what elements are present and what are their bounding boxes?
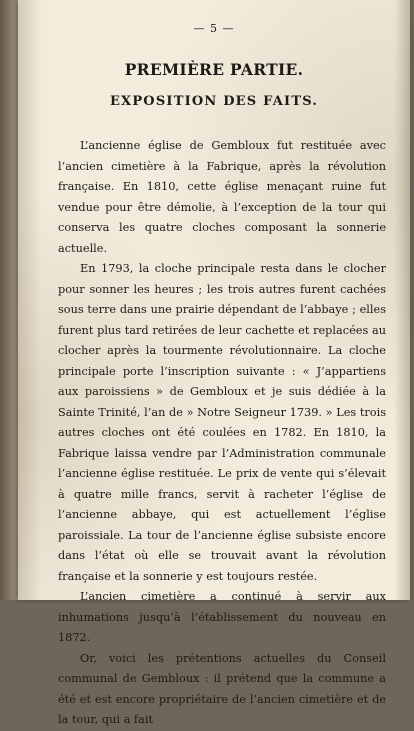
- paragraph-3: L’ancien cimetière a continué à servir aux inhumations jusqu’à l’établissement du nouveau en 1872.: [58, 590, 386, 644]
- book-page: [18, 0, 410, 726]
- paragraph-4: Or, voici les prétentions actuelles du Conseil communal de Gembloux : il prétend que la commune a été et est encore propriétaire de l’ancien cimetière et de la tour, qui a fait: [58, 651, 386, 726]
- page-number: — 5 —: [193, 22, 235, 35]
- paragraph-2: En 1793, la cloche principale resta dans le clocher pour sonner les heures ; les trois autres furent cachées sous terre dans une prairie dépendant de l’abbaye ; elles furent plus tard retirées de leur cachette et replacées au clocher après la tourmente révolutionnaire. La cloche principale porte l’inscription suivante : « J’appartiens aux paroissiens » de Gembloux et je suis dédiée à la Sainte Trinité, l’an de » Notre Seigneur 1739. » Les trois autres cloches ont été coulées en 1782. En 1810, la Fabrique laissa vendre par l’Administration communale l’ancienne église restituée. Le prix de vente qui s’élevait à quatre mille francs, servit à racheter l’église de l’ancienne abbaye, qui est actuellement l’église paroissiale. La tour de l’ancienne église subsiste encore dans l’état où elle se trouvait avant la révolution française et la sonnerie y est toujours restée.: [58, 262, 386, 583]
- paragraph-1: L’ancienne église de Gembloux fut restituée avec l’ancien cimetière à la Fabrique, après la révolution française. En 1810, cette église menaçant ruine fut vendue pour être démolie, à l’exception de la tour qui conserva les quatre cloches composant la sonnerie actuelle.: [58, 139, 386, 255]
- body-text: [58, 136, 386, 731]
- section-title: EXPOSITION DES FAITS.: [109, 94, 319, 109]
- page-edge-shadow: [394, 0, 410, 600]
- part-title: PREMIÈRE PARTIE.: [124, 60, 304, 79]
